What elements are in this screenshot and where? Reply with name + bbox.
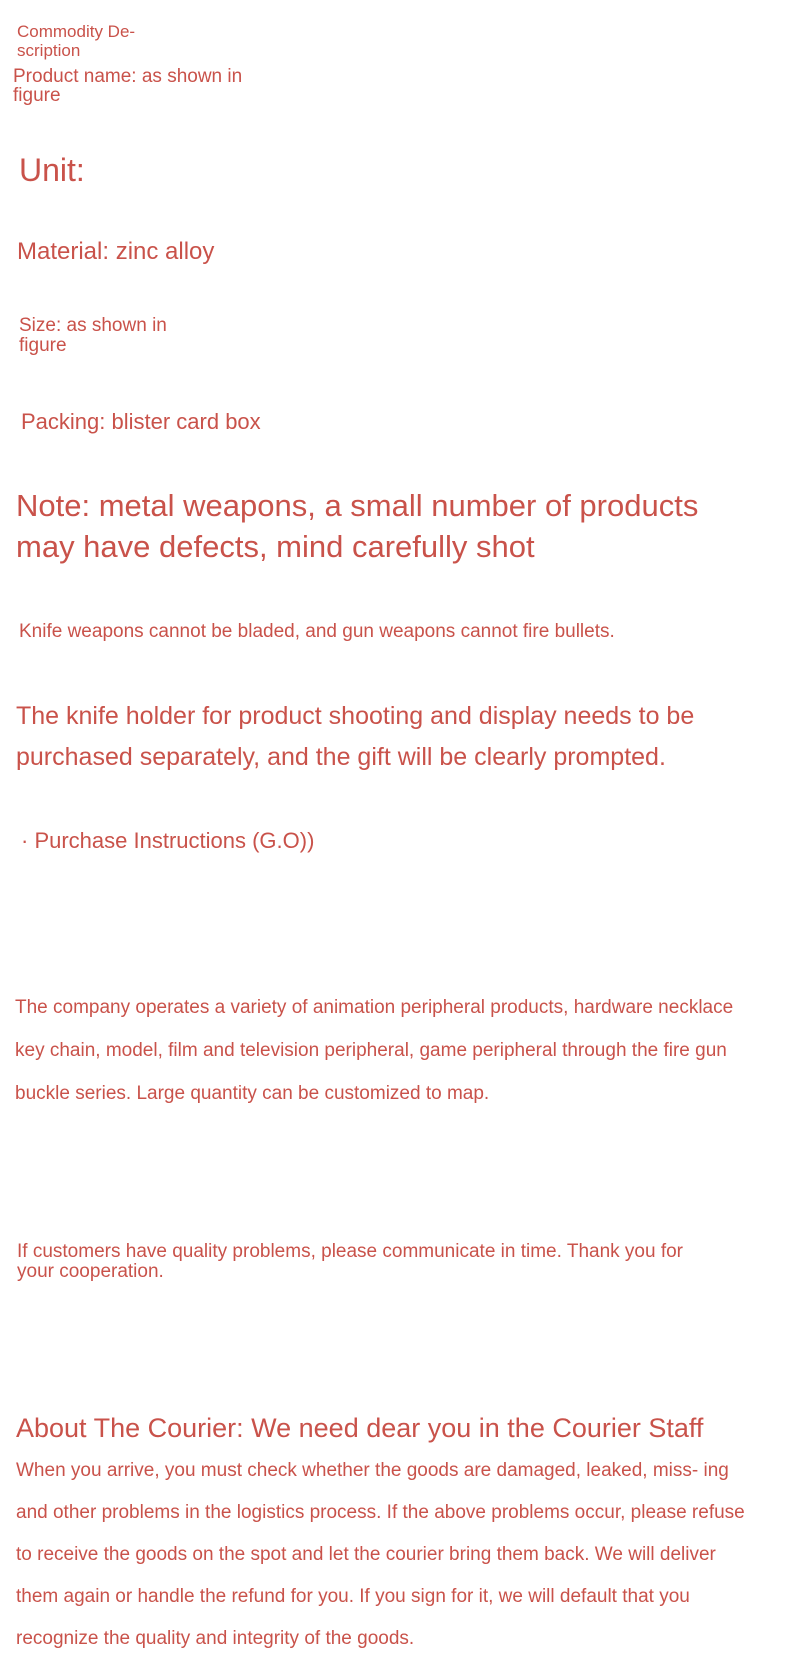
quality-problems-text: If customers have quality problems, please communicate in time. Thank you for your cooperation. (17, 1241, 684, 1282)
courier-body-text: When you arrive, you must check whether the goods are damaged, leaked, miss- ing and other problems in the logistics process. If the above problems occur, please refuse to receive the goods on the spot and let the courier bring them back. We will deliver them again or handle the refund for you. If you sign for it, we will default that you recognize the quality and integrity of the goods. (16, 1460, 745, 1649)
knife-weapons-text: Knife weapons cannot be bladed, and gun weapons cannot fire bullets. (19, 621, 615, 642)
knife-holder-text: The knife holder for product shooting and display needs to be purchased separately, and the gift will be clearly prompted. (16, 702, 695, 771)
courier-heading: About The Courier: We need dear you in the Courier Staff (16, 1413, 704, 1443)
commodity-description-heading: Commodity De- scription (17, 22, 136, 60)
material-text: Material: zinc alloy (17, 238, 215, 265)
purchase-instructions-text: · Purchase Instructions (G.O)) (21, 828, 315, 853)
unit-text: Unit: (19, 152, 85, 188)
product-name-text: Product name: as shown in figure (13, 66, 243, 106)
note-text: Note: metal weapons, a small number of products may have defects, mind carefully shot (16, 488, 699, 564)
company-description-text: The company operates a variety of animation peripheral products, hardware necklace key chain, model, film and television peripheral, game peripheral through the fire gun buckle series. Large quantity can be customized to map. (15, 997, 734, 1104)
size-text: Size: as shown in figure (19, 315, 167, 356)
packing-text: Packing: blister card box (21, 409, 261, 434)
